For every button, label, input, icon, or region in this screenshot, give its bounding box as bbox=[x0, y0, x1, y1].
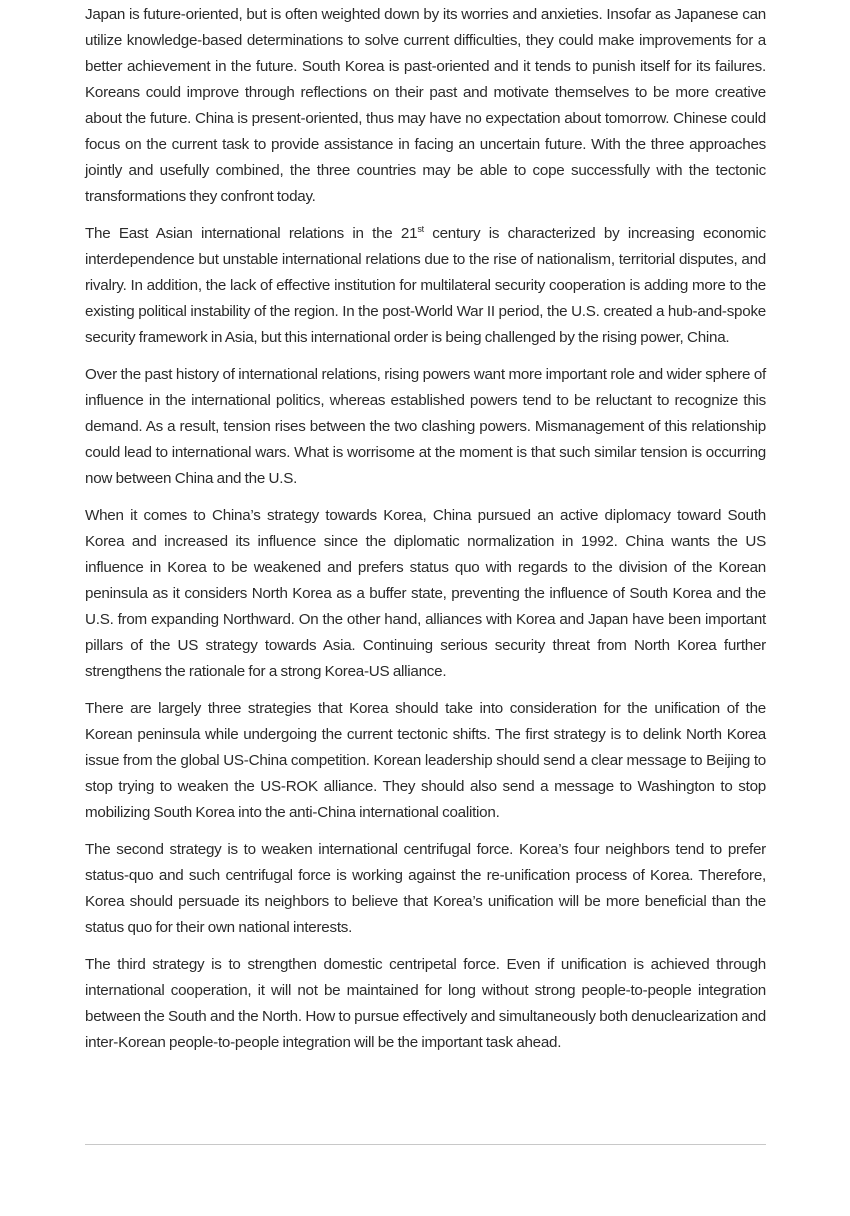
paragraph-china-strategy: When it comes to China’s strategy towards Korea, China pursued an active diplomacy toward South Korea and increased its influence since the diplomatic normalization in 1992. China wants the US influence in Korea to be weakened and prefers status quo with regards to the division of the Korean peninsula as it considers North Korea as a buffer state, preventing the influence of South Korea and the U.S. from expanding Northward. On the other hand, alliances with Korea and Japan have been important pillars of the US strategy towards Asia. Continuing serious security threat from North Korea further strengthens the rationale for a strong Korea-US alliance. bbox=[85, 507, 766, 680]
paragraph-text-end: century is characterized by increasing economic interdependence but unstable international relations due to the rise of nationalism, territorial disputes, and rivalry. In addition, the lack of effective institution for multilateral security cooperation is adding more to the existing political instability of the region. In the post-World War II period, the U.S. created a hub-and-spoke security framework in Asia, but this international order is being challenged by the rising power, China. bbox=[85, 225, 766, 346]
paragraph-rising-powers: Over the past history of international relations, rising powers want more important role and wider sphere of influence in the international politics, whereas established powers tend to be reluctant to recognize this demand. As a result, tension rises between the two clashing powers. Mismanagement of this relationship could lead to international wars. What is worrisome at the moment is that such similar tension is occurring now between China and the U.S. bbox=[85, 366, 766, 487]
ordinal-superscript: st bbox=[417, 224, 424, 234]
paragraph-third-strategy: The third strategy is to strengthen domestic centripetal force. Even if unification is achieved through international cooperation, it will not be maintained for long without strong people-to-people integration between the South and the North. How to pursue effectively and simultaneously both denuclearization and inter-Korean people-to-people integration will be the important task ahead. bbox=[85, 956, 766, 1051]
paragraph-text-start: The East Asian international relations in the 21 bbox=[85, 225, 418, 242]
footer-divider bbox=[85, 1144, 766, 1145]
paragraph-east-asian-relations bbox=[85, 221, 766, 351]
document-body bbox=[85, 2, 766, 1067]
paragraph-three-strategies: There are largely three strategies that Korea should take into consideration for the unification of the Korean peninsula while undergoing the current tectonic shifts. The first strategy is to delink North Korea issue from the global US-China competition. Korean leadership should send a clear message to Beijing to stop trying to weaken the US-ROK alliance. They should also send a message to Washington to stop mobilizing South Korea into the anti-China international coalition. bbox=[85, 700, 766, 821]
paragraph-second-strategy: The second strategy is to weaken international centrifugal force. Korea’s four neighbors tend to prefer status-quo and such centrifugal force is working against the re-unification process of Korea. Therefore, Korea should persuade its neighbors to believe that Korea’s unification will be more beneficial than the status quo for their own national interests. bbox=[85, 841, 766, 936]
paragraph-three-approaches: Japan is future-oriented, but is often weighted down by its worries and anxieties. Insofar as Japanese can utilize knowledge-based determinations to solve current difficulties, they could make improvements for a better achievement in the future. South Korea is past-oriented and it tends to punish itself for its failures. Koreans could improve through reflections on their past and motivate themselves to be more creative about the future. China is present-oriented, thus may have no expectation about tomorrow. Chinese could focus on the current task to provide assistance in facing an uncertain future. With the three approaches jointly and usefully combined, the three countries may be able to cope successfully with the tectonic transformations they confront today. bbox=[85, 6, 766, 205]
